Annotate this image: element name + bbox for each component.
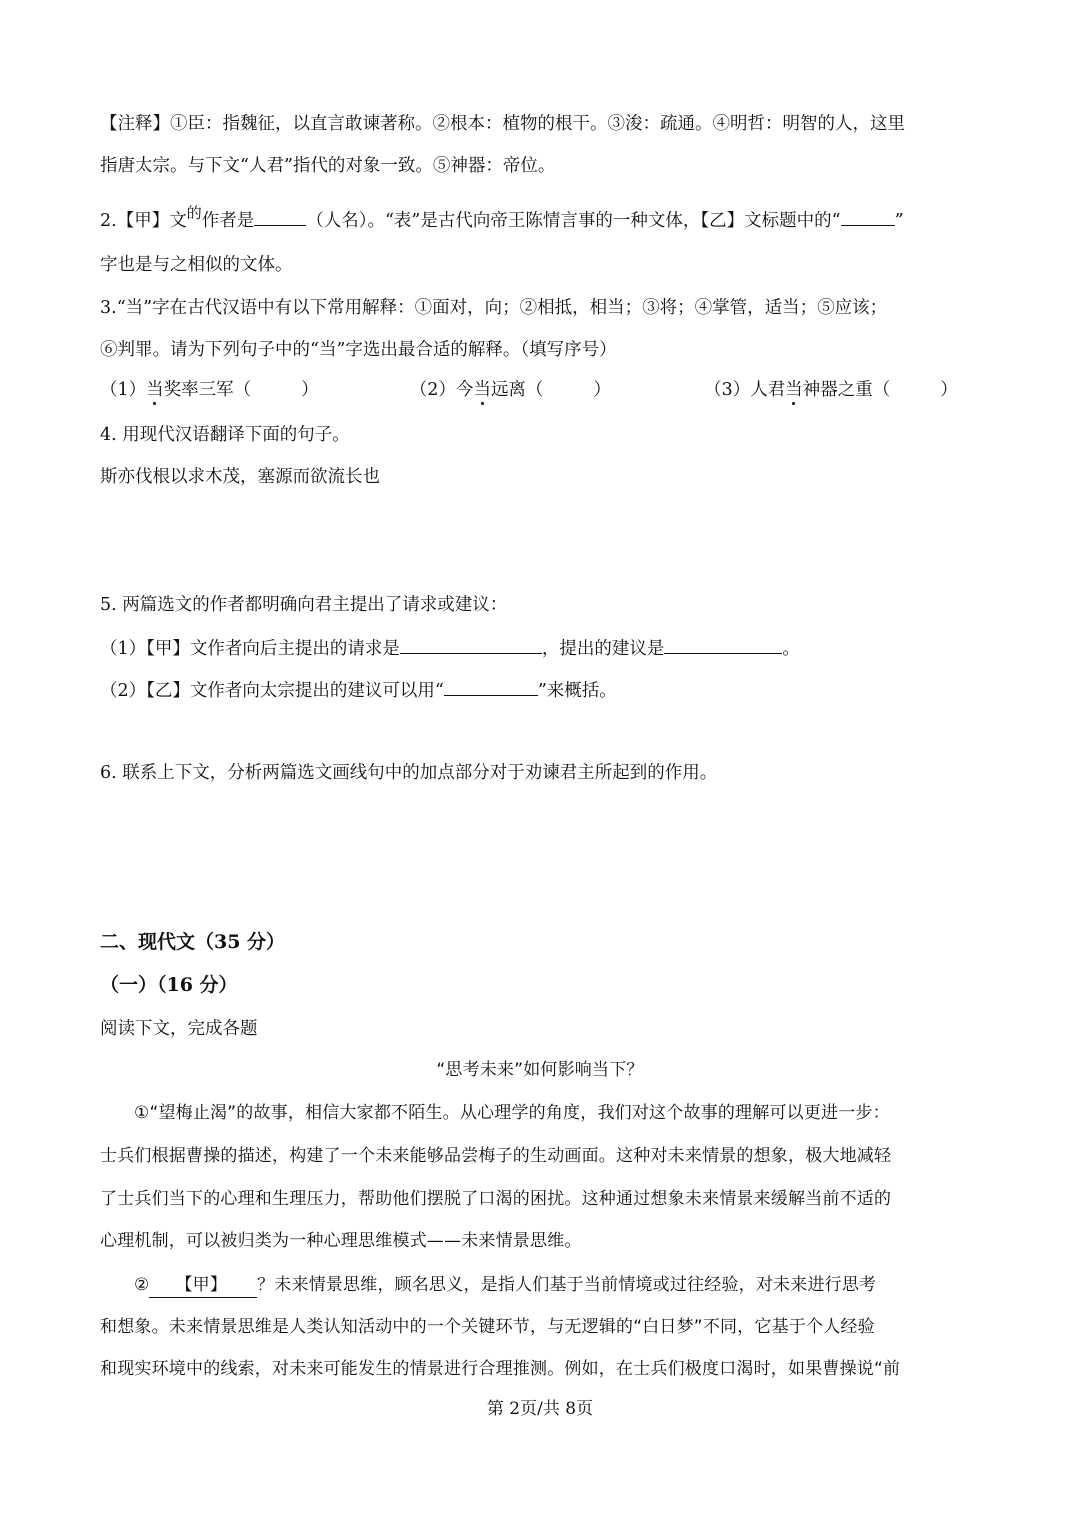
paragraph-1-line-4: 心理机制，可以被归类为一种心理思维模式——未来情景思维。 <box>100 1231 582 1251</box>
suggestion-blank[interactable] <box>664 635 782 654</box>
question-3-item-1: （1）当奖率三军（ ） <box>100 380 319 400</box>
question-2-text-b: 作者是 <box>201 211 255 231</box>
author-name-blank[interactable] <box>254 207 306 226</box>
blank-jia[interactable]: 【甲】 <box>149 1273 257 1298</box>
question-2-line-2: 字也是与之相似的文体。 <box>100 255 293 275</box>
question-3-item-3: （3）人君当神器之重（ ） <box>704 380 958 400</box>
page-number: 第 2页/共 8页 <box>486 1399 594 1419</box>
section-2-subtitle: （一）（16 分） <box>100 974 238 996</box>
notes-line-2: 指唐太宗。与下文“人君”指代的对象一致。⑤神器：帝位。 <box>100 156 556 176</box>
paragraph-2-line-2: 和想象。未来情景思维是人类认知活动中的一个关键环节，与无逻辑的“白日梦”不同，它基于个人经验 <box>100 1317 875 1337</box>
paragraph-2-line-3: 和现实环境中的线索，对未来可能发生的情景进行合理推测。例如，在士兵们极度口渴时，如果曹操说“前 <box>100 1359 901 1379</box>
question-2-text-a: 2.【甲】文 <box>100 211 187 231</box>
paragraph-1-line-3: 了士兵们当下的心理和生理压力，帮助他们摆脱了口渴的困扰。这种通过想象未来情景来缓解当前不适的 <box>100 1189 892 1209</box>
question-3-items <box>100 378 958 402</box>
question-5-line-3: （2）【乙】文作者向太宗提出的建议可以用“ ”来概括。 <box>100 677 617 703</box>
question-5-line-1: 5. 两篇选文的作者都明确向君主提出了请求或建议： <box>100 595 508 615</box>
paragraph-2-line-1: ② 【甲】 ？未来情景思维，顾名思义，是指人们基于当前情境或过往经验，对未来进行思考 <box>134 1273 876 1298</box>
question-2-line-1 <box>100 204 904 233</box>
question-2-text-c: （人名）。“表”是古代向帝王陈情言事的一种文体，【乙】文标题中的“ <box>306 211 841 231</box>
section-2-title: 二、现代文（35 分） <box>100 931 286 953</box>
question-6-line-1: 6. 联系上下文，分析两篇选文画线句中的加点部分对于劝谏君主所起到的作用。 <box>100 763 718 783</box>
question-5-line-2: （1）【甲】文作者向后主提出的请求是 ，提出的建议是 。 <box>100 635 800 661</box>
title-word-blank[interactable] <box>841 207 895 226</box>
article-title: “思考未来”如何影响当下？ <box>436 1060 644 1080</box>
question-2-text-d: ” <box>894 211 904 231</box>
request-blank[interactable] <box>400 635 542 654</box>
question-3-line-2: ⑥判罪。请为下列句子中的“当”字选出最合适的解释。（填写序号） <box>100 340 617 360</box>
question-4-line-1: 4. 用现代汉语翻译下面的句子。 <box>100 425 350 445</box>
question-4-sentence: 斯亦伐根以求木茂，塞源而欲流长也 <box>100 467 380 487</box>
paragraph-1-line-2: 士兵们根据曹操的描述，构建了一个未来能够品尝梅子的生动画面。这种对未来情景的想象，极大地减轻 <box>100 1146 892 1166</box>
question-2-superscript: 的 <box>186 204 202 222</box>
paragraph-1-line-1: ①“望梅止渴”的故事，相信大家都不陌生。从心理学的角度，我们对这个故事的理解可以更进一步： <box>134 1103 890 1123</box>
reading-instruction: 阅读下文，完成各题 <box>100 1019 258 1039</box>
question-3-item-2: （2）今当远离（ ） <box>409 380 611 400</box>
notes-line-1: 【注释】①臣：指魏征，以直言敢谏著称。②根本：植物的根干。③浚：疏通。④明哲：明智的人，这里 <box>100 114 905 134</box>
summary-blank[interactable] <box>444 677 538 696</box>
question-3-line-1: 3.“当”字在古代汉语中有以下常用解释：①面对，向；②相抵，相当；③将；④掌管，适当；⑤应该； <box>100 298 888 318</box>
